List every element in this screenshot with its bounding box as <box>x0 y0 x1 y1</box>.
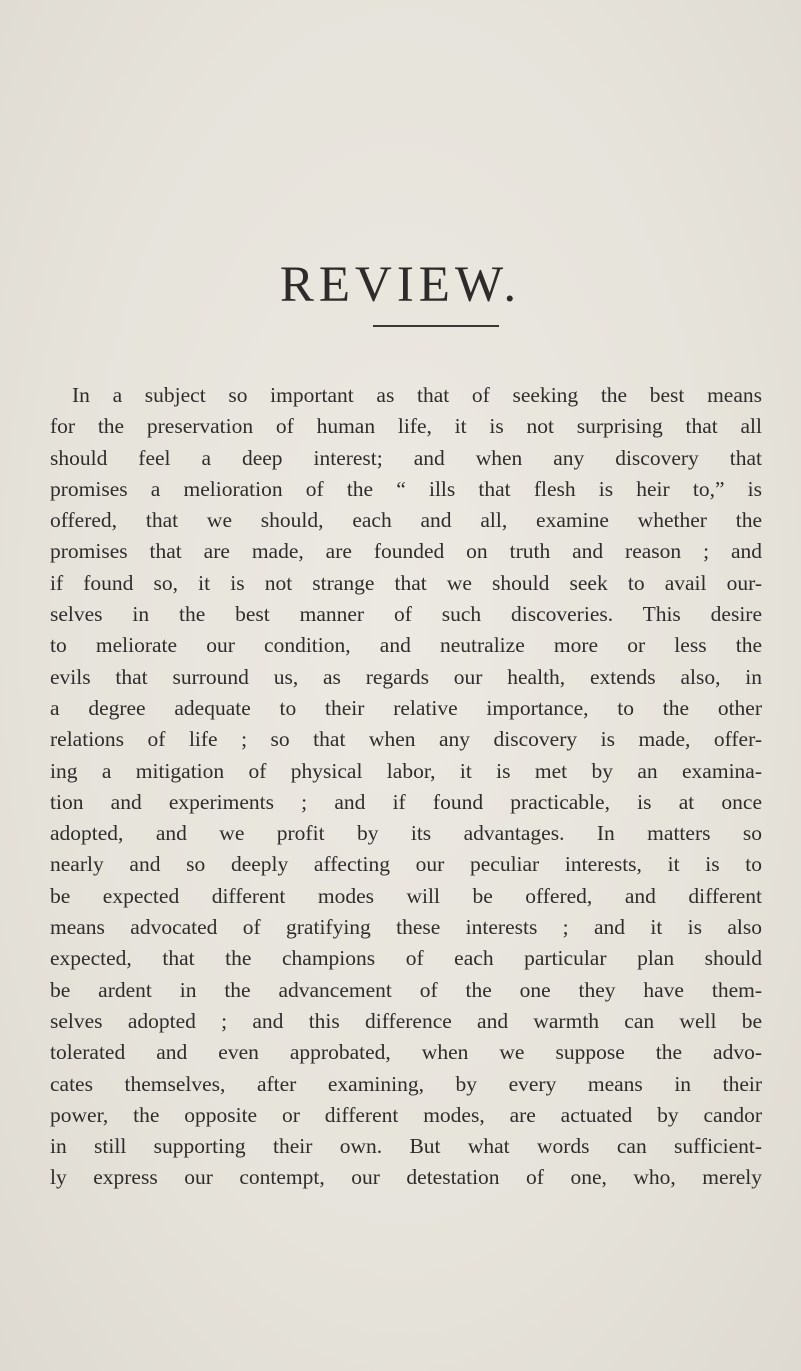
text-line: for the preservation of human life, it is not surprising that all <box>50 414 762 439</box>
text-line: selves adopted ; and this difference and warmth can well be <box>50 1008 762 1033</box>
text-line: if found so, it is not strange that we should seek to avail our- <box>50 570 762 595</box>
text-line: offered, that we should, each and all, examine whether the <box>50 508 762 533</box>
text-line: ly express our contempt, our detestation of one, who, merely <box>50 1165 762 1190</box>
text-line: nearly and so deeply affecting our peculiar interests, it is to <box>50 852 762 877</box>
text-line: In a subject so important as that of seeking the best means <box>72 383 762 407</box>
text-line: adopted, and we profit by its advantages. In matters so <box>50 821 762 846</box>
text-line: a degree adequate to their relative importance, to the other <box>50 695 762 720</box>
text-line: to meliorate our condition, and neutralize more or less the <box>50 633 762 658</box>
text-line: be ardent in the advancement of the one they have them- <box>50 977 762 1002</box>
text-line: relations of life ; so that when any discovery is made, offer- <box>50 727 762 752</box>
text-line: promises a melioration of the “ ills that flesh is heir to,” is <box>50 476 762 501</box>
body-text <box>50 380 762 1194</box>
text-line: tolerated and even approbated, when we suppose the advo- <box>50 1040 762 1065</box>
text-line: should feel a deep interest; and when any discovery that <box>50 445 762 470</box>
text-line: in still supporting their own. But what words can sufficient- <box>50 1134 762 1159</box>
text-line: power, the opposite or different modes, are actuated by candor <box>50 1102 762 1127</box>
text-line: expected, that the champions of each particular plan should <box>50 946 762 971</box>
text-line: cates themselves, after examining, by every means in their <box>50 1071 762 1096</box>
text-line: selves in the best manner of such discoveries. This desire <box>50 602 762 627</box>
text-line: promises that are made, are founded on truth and reason ; and <box>50 539 762 564</box>
text-line: means advocated of gratifying these interests ; and it is also <box>50 915 762 940</box>
text-line: tion and experiments ; and if found practicable, is at once <box>50 789 762 814</box>
page-heading: REVIEW. <box>279 257 522 313</box>
heading-rule <box>373 325 499 327</box>
text-line: ing a mitigation of physical labor, it is met by an examina- <box>50 758 762 783</box>
text-line: be expected different modes will be offered, and different <box>50 883 762 908</box>
text-line: evils that surround us, as regards our health, extends also, in <box>50 664 762 689</box>
